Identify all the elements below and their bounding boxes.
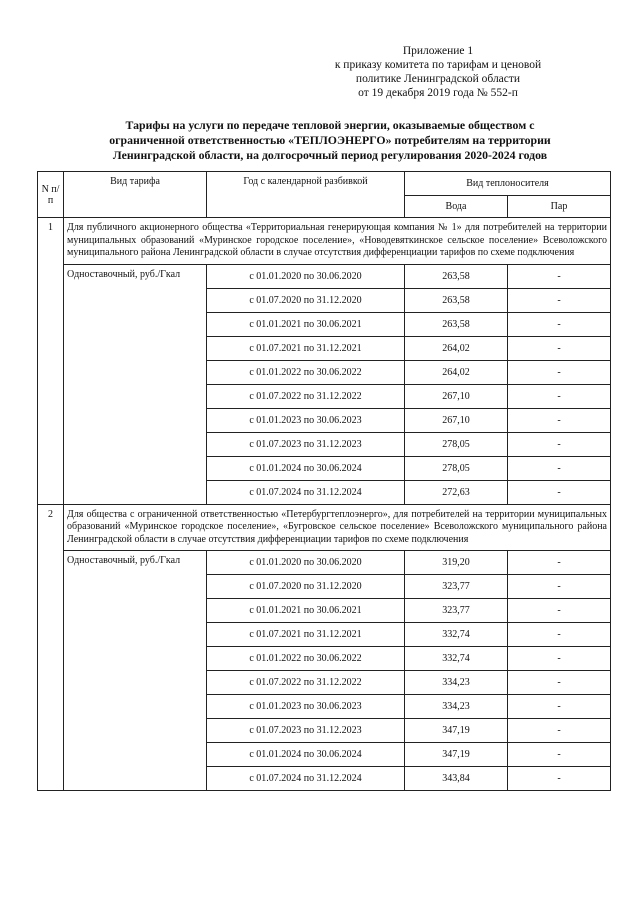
steam-value-cell: - bbox=[508, 456, 611, 480]
header-steam: Пар bbox=[508, 196, 611, 218]
tariff-type-cell: Одноставочный, руб./Гкал bbox=[64, 264, 207, 504]
title-line: Ленинградской области, на долгосрочный период регулирования 2020-2024 годов bbox=[112, 148, 548, 162]
period-cell: с 01.01.2022 по 30.06.2022 bbox=[207, 360, 405, 384]
period-cell: с 01.07.2023 по 31.12.2023 bbox=[207, 719, 405, 743]
appendix-line: политике Ленинградской области bbox=[355, 73, 521, 85]
period-cell: с 01.07.2023 по 31.12.2023 bbox=[207, 432, 405, 456]
tariff-table bbox=[37, 171, 611, 791]
title-line: Тарифы на услуги по передаче тепловой энергии, оказываемые обществом с bbox=[125, 118, 535, 132]
steam-value-cell: - bbox=[508, 312, 611, 336]
period-cell: с 01.07.2020 по 31.12.2020 bbox=[207, 288, 405, 312]
water-value-cell: 272,63 bbox=[405, 480, 508, 504]
steam-value-cell: - bbox=[508, 432, 611, 456]
steam-value-cell: - bbox=[508, 623, 611, 647]
steam-value-cell: - bbox=[508, 360, 611, 384]
water-value-cell: 263,58 bbox=[405, 264, 508, 288]
period-cell: с 01.07.2022 по 31.12.2022 bbox=[207, 384, 405, 408]
period-cell: с 01.07.2020 по 31.12.2020 bbox=[207, 575, 405, 599]
tariff-type-cell: Одноставочный, руб./Гкал bbox=[64, 551, 207, 791]
water-value-cell: 278,05 bbox=[405, 456, 508, 480]
section-description: Для общества с ограниченной ответственностью «Петербургтеплоэнерго», для потребителей на территории муниципальных образований «Муринское городское поселение», «Бугровское сельское поселение» Всеволожского муниципального района Ленинградской области в случае отсутствия дифференциации тарифов по схеме подключения bbox=[64, 504, 611, 551]
water-value-cell: 263,58 bbox=[405, 288, 508, 312]
water-value-cell: 332,74 bbox=[405, 623, 508, 647]
section-description-row bbox=[38, 218, 611, 265]
steam-value-cell: - bbox=[508, 671, 611, 695]
period-cell: с 01.01.2024 по 30.06.2024 bbox=[207, 743, 405, 767]
steam-value-cell: - bbox=[508, 336, 611, 360]
period-cell: с 01.01.2023 по 30.06.2023 bbox=[207, 408, 405, 432]
period-cell: с 01.01.2022 по 30.06.2022 bbox=[207, 647, 405, 671]
header-num: N п/п bbox=[38, 172, 64, 218]
period-cell: с 01.07.2024 по 31.12.2024 bbox=[207, 767, 405, 791]
period-cell: с 01.07.2021 по 31.12.2021 bbox=[207, 623, 405, 647]
period-cell: с 01.01.2021 по 30.06.2021 bbox=[207, 312, 405, 336]
header-year: Год с календарной разбивкой bbox=[207, 172, 405, 218]
water-value-cell: 263,58 bbox=[405, 312, 508, 336]
steam-value-cell: - bbox=[508, 719, 611, 743]
water-value-cell: 323,77 bbox=[405, 575, 508, 599]
appendix-line: Приложение 1 bbox=[402, 45, 474, 57]
table-row bbox=[38, 264, 611, 288]
water-value-cell: 334,23 bbox=[405, 671, 508, 695]
water-value-cell: 267,10 bbox=[405, 384, 508, 408]
steam-value-cell: - bbox=[508, 695, 611, 719]
steam-value-cell: - bbox=[508, 743, 611, 767]
section-description-row bbox=[38, 504, 611, 551]
section-description: Для публичного акционерного общества «Территориальная генерирующая компания № 1» для потребителей на территории муниципальных образований «Муринское городское поселение», «Новодевяткинское сельское поселение» Всеволожского муниципального района Ленинградской области в случае отсутствия дифференциации тарифов по схеме подключения bbox=[64, 218, 611, 265]
period-cell: с 01.01.2023 по 30.06.2023 bbox=[207, 695, 405, 719]
water-value-cell: 264,02 bbox=[405, 336, 508, 360]
period-cell: с 01.01.2020 по 30.06.2020 bbox=[207, 264, 405, 288]
appendix-line: к приказу комитета по тарифам и ценовой bbox=[334, 59, 542, 71]
period-cell: с 01.07.2024 по 31.12.2024 bbox=[207, 480, 405, 504]
steam-value-cell: - bbox=[508, 551, 611, 575]
water-value-cell: 343,84 bbox=[405, 767, 508, 791]
water-value-cell: 334,23 bbox=[405, 695, 508, 719]
section-number: 2 bbox=[38, 504, 64, 791]
period-cell: с 01.01.2024 по 30.06.2024 bbox=[207, 456, 405, 480]
steam-value-cell: - bbox=[508, 647, 611, 671]
water-value-cell: 267,10 bbox=[405, 408, 508, 432]
title-line: ограниченной ответственностью «ТЕПЛОЭНЕРГО» потребителям на территории bbox=[109, 133, 551, 147]
steam-value-cell: - bbox=[508, 264, 611, 288]
tariff-table-body bbox=[38, 172, 611, 791]
steam-value-cell: - bbox=[508, 408, 611, 432]
steam-value-cell: - bbox=[508, 288, 611, 312]
table-row bbox=[38, 551, 611, 575]
water-value-cell: 347,19 bbox=[405, 743, 508, 767]
appendix-line: от 19 декабря 2019 года № 552-п bbox=[358, 87, 518, 99]
water-value-cell: 278,05 bbox=[405, 432, 508, 456]
header-row bbox=[38, 172, 611, 196]
water-value-cell: 264,02 bbox=[405, 360, 508, 384]
period-cell: с 01.01.2021 по 30.06.2021 bbox=[207, 599, 405, 623]
steam-value-cell: - bbox=[508, 599, 611, 623]
header-water: Вода bbox=[405, 196, 508, 218]
period-cell: с 01.01.2020 по 30.06.2020 bbox=[207, 551, 405, 575]
steam-value-cell: - bbox=[508, 480, 611, 504]
water-value-cell: 347,19 bbox=[405, 719, 508, 743]
period-cell: с 01.07.2022 по 31.12.2022 bbox=[207, 671, 405, 695]
appendix-header bbox=[308, 44, 568, 100]
water-value-cell: 323,77 bbox=[405, 599, 508, 623]
header-carrier: Вид теплоносителя bbox=[405, 172, 611, 196]
period-cell: с 01.07.2021 по 31.12.2021 bbox=[207, 336, 405, 360]
steam-value-cell: - bbox=[508, 575, 611, 599]
header-tariff-type: Вид тарифа bbox=[64, 172, 207, 218]
steam-value-cell: - bbox=[508, 384, 611, 408]
water-value-cell: 319,20 bbox=[405, 551, 508, 575]
document-title bbox=[70, 118, 590, 163]
section-number: 1 bbox=[38, 218, 64, 505]
water-value-cell: 332,74 bbox=[405, 647, 508, 671]
steam-value-cell: - bbox=[508, 767, 611, 791]
